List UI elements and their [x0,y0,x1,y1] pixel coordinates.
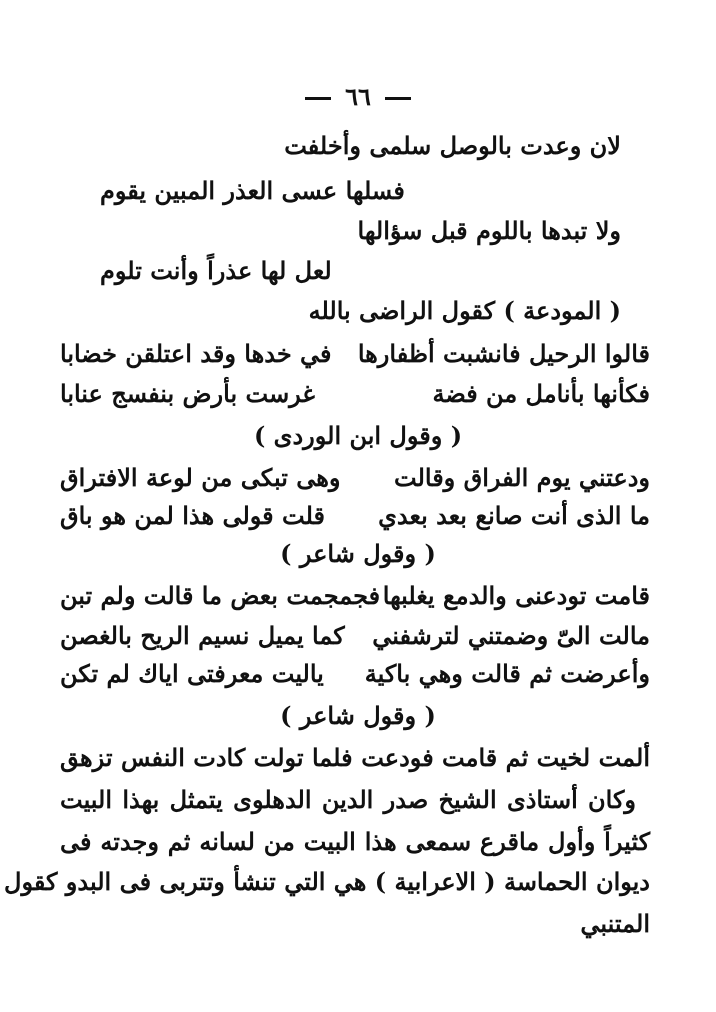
couplet-2-first-hemistich: فكأنها بأنامل من فضة [432,379,650,408]
couplet-8-second-hemistich: فلما تولت كادت النفس تزهق [60,743,353,772]
verse-line-2: فسلها عسى العذر المبين يقوم [100,176,405,205]
couplet-5-second-hemistich: فجمجمت بعض ما قالت ولم تبن [60,581,381,610]
couplet-2-second-hemistich: غرست بأرض بنفسج عنابا [60,379,315,408]
prose-line-2: كثيراً وأول ماقرع سمعى هذا البيت من لسانه ثم وجدته فى [60,827,650,856]
couplet-1-second-hemistich: في خدها وقد اعتلقن خضابا [60,339,332,368]
prose-line-4: المتنبي [580,909,650,938]
couplet-7-second-hemistich: ياليت معرفتى اياك لم تكن [60,659,324,688]
header-dash-left [305,97,331,100]
page-header [0,82,716,111]
couplet-3-first-hemistich: ودعتني يوم الفراق وقالت [394,463,650,492]
couplet-8-first-hemistich: ألمت لخيت ثم قامت فودعت [361,743,650,772]
verse-line-3: ولا تبدها باللوم قبل سؤالها [357,216,621,245]
couplet-3-second-hemistich: وهى تبكى من لوعة الافتراق [60,463,341,492]
couplet-5 [60,580,650,612]
attribution-poet-2: ( وقول شاعر ) [280,701,436,730]
couplet-6 [60,620,650,652]
couplet-6-second-hemistich: كما يميل نسيم الريح بالغصن [60,621,345,650]
couplet-5-first-hemistich: قامت تودعنى والدمع يغلبها [382,581,650,610]
couplet-2 [60,378,650,410]
attribution-poet-1: ( وقول شاعر ) [280,539,436,568]
page-number: ٦٦ [345,82,371,111]
couplet-4-first-hemistich: ما الذى أنت صانع بعد بعدي [378,501,650,530]
header-dash-right [385,97,411,100]
section-heading-muwadda: ( المودعة ) كقول الراضى بالله [308,296,621,325]
couplet-8 [60,742,650,774]
verse-line-1: لان وعدت بالوصل سلمى وأخلفت [284,131,621,160]
couplet-6-first-hemistich: مالت الىّ وضمتني لترشفني [372,621,650,650]
verse-line-4: لعل لها عذراً وأنت تلوم [100,256,332,285]
couplet-4 [60,500,650,532]
couplet-3 [60,462,650,494]
prose-line-3: ديوان الحماسة ( الاعرابية ) هي التي تنشأ وتتربى فى البدو كقول [4,867,650,896]
couplet-7-first-hemistich: وأعرضت ثم قالت وهي باكية [364,659,650,688]
couplet-4-second-hemistich: قلت قولى هذا لمن هو باق [60,501,325,530]
attribution-ibn-alwardi: ( وقول ابن الوردى ) [253,421,463,450]
couplet-1-first-hemistich: قالوا الرحيل فانشبت أظفارها [357,339,650,368]
couplet-7 [60,658,650,690]
prose-line-1: وكان أستاذى الشيخ صدر الدين الدهلوى يتمثل بهذا البيت [60,785,636,814]
couplet-1 [60,338,650,370]
